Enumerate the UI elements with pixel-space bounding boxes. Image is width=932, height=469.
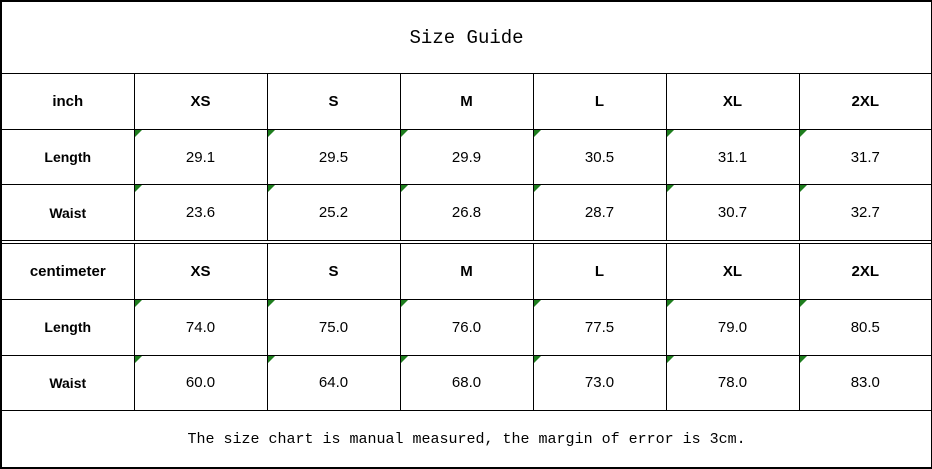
cell-flag-icon: [667, 356, 674, 363]
table-cell: [799, 355, 932, 411]
cell-flag-icon: [401, 185, 408, 192]
cell-value: 29.1: [185, 148, 216, 166]
centimeter-length-row: [1, 299, 932, 355]
size-col-header-xl: XL: [666, 74, 799, 130]
row-label-waist: Waist: [1, 355, 134, 411]
cell-flag-icon: [135, 130, 142, 137]
cell-flag-icon: [667, 300, 674, 307]
cell-value: 23.6: [185, 204, 216, 222]
inch-waist-row: [1, 185, 932, 241]
cell-value: 25.2: [318, 204, 349, 222]
table-cell: [267, 299, 400, 355]
table-cell: [666, 355, 799, 411]
table-cell: [400, 129, 533, 185]
cell-value: 30.7: [717, 204, 748, 222]
cell-value: 73.0: [584, 374, 615, 392]
table-cell: [134, 185, 267, 241]
cell-flag-icon: [268, 185, 275, 192]
size-col-header-2xl: 2XL: [799, 74, 932, 130]
table-cell: [799, 129, 932, 185]
cell-value: 83.0: [850, 374, 880, 392]
size-col-header-l: L: [533, 244, 666, 300]
table-cell: [533, 129, 666, 185]
cell-value: 79.0: [717, 318, 748, 336]
size-col-header-xl: XL: [666, 244, 799, 300]
cell-value: 76.0: [451, 318, 482, 336]
cell-value: 60.0: [185, 374, 216, 392]
cell-flag-icon: [534, 185, 541, 192]
table-cell: [666, 299, 799, 355]
cell-value: 75.0: [318, 318, 349, 336]
cell-value: 32.7: [850, 204, 880, 222]
cell-flag-icon: [268, 356, 275, 363]
cell-value: 31.7: [850, 148, 880, 166]
table-cell: [666, 129, 799, 185]
table-cell: [134, 129, 267, 185]
page-title: Size Guide: [1, 1, 932, 74]
cell-value: 64.0: [318, 374, 349, 392]
cell-value: 68.0: [451, 374, 482, 392]
cell-flag-icon: [401, 356, 408, 363]
centimeter-header-row: [1, 244, 932, 300]
cell-value: 78.0: [717, 374, 748, 392]
cell-flag-icon: [268, 300, 275, 307]
cell-flag-icon: [800, 185, 807, 192]
row-label-length: Length: [1, 299, 134, 355]
cell-flag-icon: [268, 130, 275, 137]
size-col-header-m: M: [400, 74, 533, 130]
size-col-header-m: M: [400, 244, 533, 300]
inch-header-row: [1, 74, 932, 130]
size-col-header-s: S: [267, 74, 400, 130]
cell-flag-icon: [401, 300, 408, 307]
cell-value: 29.5: [318, 148, 349, 166]
cell-flag-icon: [135, 185, 142, 192]
cell-flag-icon: [667, 130, 674, 137]
table-cell: [799, 185, 932, 241]
cell-value: 26.8: [451, 204, 482, 222]
table-cell: [533, 355, 666, 411]
cell-flag-icon: [534, 356, 541, 363]
cell-flag-icon: [667, 185, 674, 192]
size-col-header-xs: XS: [134, 74, 267, 130]
table-cell: [533, 299, 666, 355]
centimeter-waist-row: [1, 355, 932, 411]
table-cell: [400, 355, 533, 411]
size-col-header-xs: XS: [134, 244, 267, 300]
table-cell: [533, 185, 666, 241]
footer-row: [1, 411, 932, 468]
size-col-header-2xl: 2XL: [799, 244, 932, 300]
table-cell: [267, 355, 400, 411]
title-row: [1, 1, 932, 74]
cell-flag-icon: [135, 356, 142, 363]
table-cell: [134, 355, 267, 411]
footer-note: The size chart is manual measured, the margin of error is 3cm.: [1, 411, 932, 468]
size-col-header-s: S: [267, 244, 400, 300]
cell-flag-icon: [534, 130, 541, 137]
cell-value: 31.1: [717, 148, 748, 166]
cell-flag-icon: [135, 300, 142, 307]
cell-flag-icon: [800, 300, 807, 307]
table-cell: [666, 185, 799, 241]
table-cell: [267, 129, 400, 185]
cell-value: 28.7: [584, 204, 615, 222]
cell-flag-icon: [800, 356, 807, 363]
cell-value: 30.5: [584, 148, 615, 166]
cell-value: 80.5: [850, 318, 880, 336]
row-label-waist: Waist: [1, 185, 134, 241]
table-cell: [267, 185, 400, 241]
cell-flag-icon: [401, 130, 408, 137]
unit-header-centimeter: centimeter: [1, 244, 134, 300]
unit-header-inch: inch: [1, 74, 134, 130]
table-cell: [799, 299, 932, 355]
size-col-header-l: L: [533, 74, 666, 130]
table-cell: [400, 185, 533, 241]
cell-flag-icon: [800, 130, 807, 137]
cell-value: 77.5: [584, 318, 615, 336]
table-cell: [400, 299, 533, 355]
cell-flag-icon: [534, 300, 541, 307]
cell-value: 74.0: [185, 318, 216, 336]
row-label-length: Length: [1, 129, 134, 185]
cell-value: 29.9: [451, 148, 482, 166]
table-cell: [134, 299, 267, 355]
inch-length-row: [1, 129, 932, 185]
